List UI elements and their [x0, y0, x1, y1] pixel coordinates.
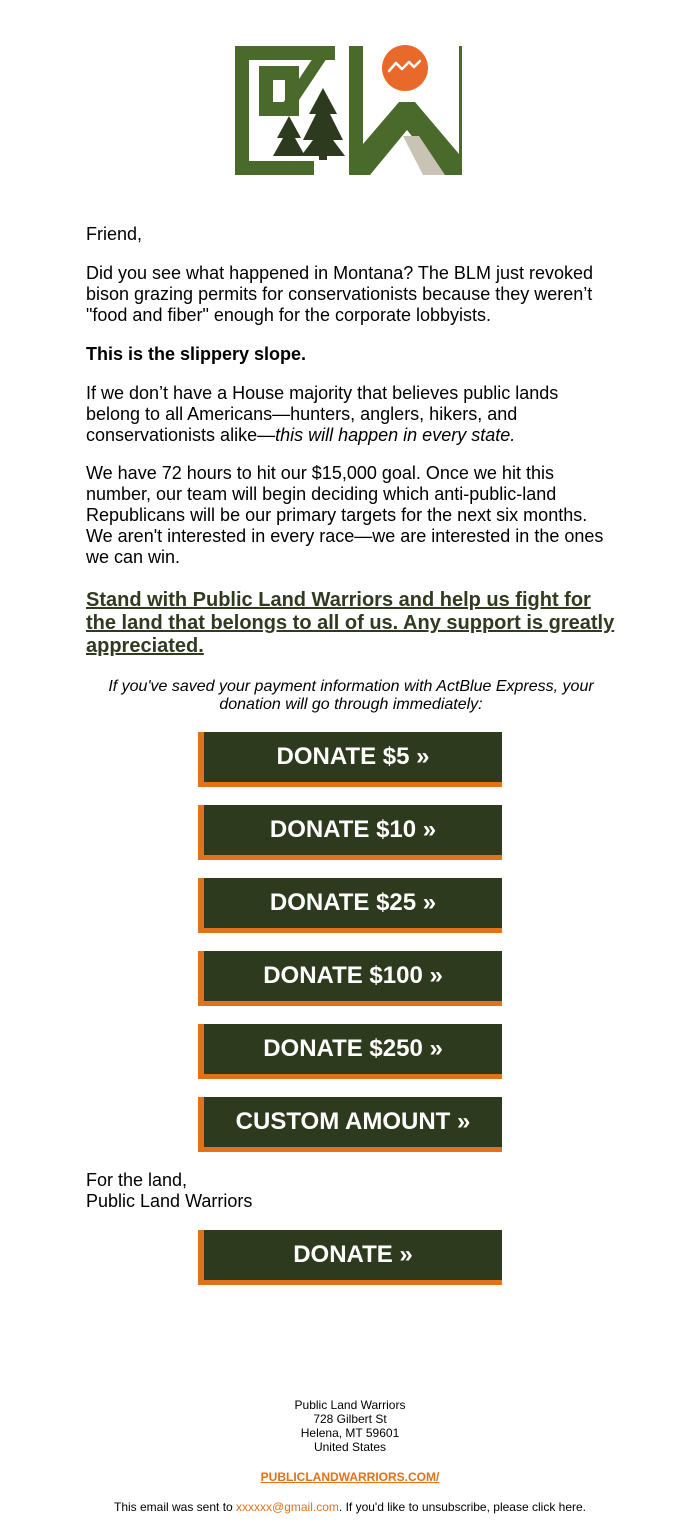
donate-100-button[interactable]: DONATE $100 »	[198, 951, 502, 1006]
paragraph-slippery-slope	[86, 344, 616, 365]
paragraph-house-majority	[86, 383, 616, 446]
signoff-line-2: Public Land Warriors	[86, 1191, 253, 1211]
cta-block	[86, 589, 616, 658]
website-link[interactable]: PUBLICLANDWARRIORS.COM/	[260, 1470, 440, 1484]
footer-website-block	[0, 1470, 700, 1484]
donate-5-button[interactable]: DONATE $5 »	[198, 732, 502, 787]
public-land-warriors-logo	[233, 44, 465, 178]
paragraph-3	[86, 383, 616, 446]
custom-amount-button[interactable]: CUSTOM AMOUNT »	[198, 1097, 502, 1152]
donate-250-button[interactable]: DONATE $250 »	[198, 1024, 502, 1079]
paragraph-3-italic: this will happen in every state.	[275, 425, 516, 445]
stand-with-us-link[interactable]: Stand with Public Land Warriors and help us fight for the land that belongs to all of us. Any support is greatly appreciated.	[86, 589, 615, 657]
recipient-email-link[interactable]: xxxxxx@gmail.com	[236, 1500, 339, 1514]
logo-icon	[233, 44, 465, 178]
paragraph-goal	[86, 463, 616, 568]
footer-street: 728 Gilbert St	[313, 1412, 387, 1426]
unsubscribe-link[interactable]: click here.	[531, 1500, 587, 1514]
paragraph-3-text: If we don’t have a House majority that believes public lands belong to all Americans—hunters, anglers, hikers, and conservationists alike—	[86, 383, 559, 445]
paragraph-4: We have 72 hours to hit our $15,000 goal. Once we hit this number, our team will begin deciding which anti-public-land Republicans will be our primary targets for the next six months. We aren't interested in every race—we are interested in the ones we can win.	[86, 463, 604, 567]
footer-country: United States	[313, 1440, 387, 1454]
signoff-line-1: For the land,	[86, 1170, 188, 1190]
actblue-express-note: If you've saved your payment information with ActBlue Express, your donation will go through immediately:	[108, 678, 594, 713]
signoff-block	[86, 1170, 616, 1212]
greeting-block	[86, 224, 616, 245]
donate-25-button[interactable]: DONATE $25 »	[198, 878, 502, 933]
paragraph-montana	[86, 263, 616, 326]
greeting: Friend,	[86, 224, 143, 244]
donate-10-button[interactable]: DONATE $10 »	[198, 805, 502, 860]
paragraph-2-bold: This is the slippery slope.	[86, 344, 307, 364]
footer-city: Helena, MT 59601	[300, 1426, 400, 1440]
footer-unsubscribe-line	[0, 1500, 700, 1514]
paragraph-1: Did you see what happened in Montana? The BLM just revoked bison grazing permits for conservationists because they weren’t "food and fiber" enough for the corporate lobbyists.	[86, 263, 593, 325]
donate-button[interactable]: DONATE »	[198, 1230, 502, 1285]
sent-prefix: This email was sent to	[113, 1500, 237, 1514]
footer-org: Public Land Warriors	[294, 1398, 406, 1412]
sent-suffix: . If you'd like to unsubscribe, please	[338, 1500, 532, 1514]
